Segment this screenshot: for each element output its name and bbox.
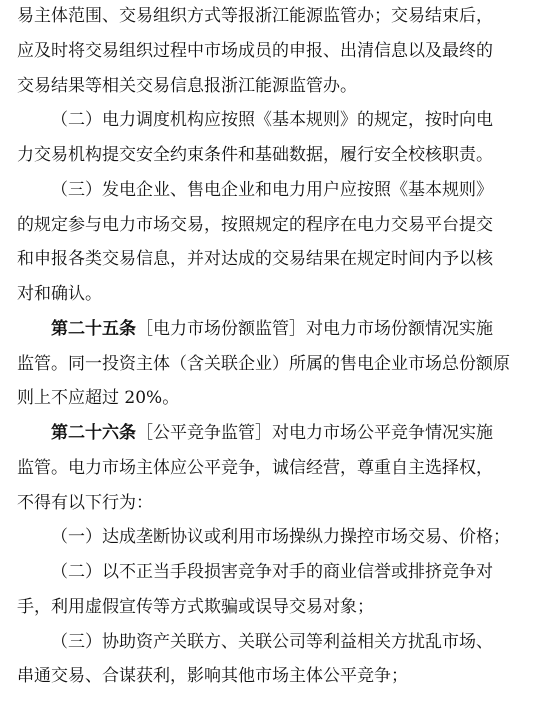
text-line: 对和确认。 <box>17 284 102 304</box>
text-line: 力交易机构提交安全约束条件和基础数据，履行安全校核职责。 <box>17 145 493 165</box>
article-25-intro: ［电力市场份额监管］对电力市场份额情况实施 <box>136 318 493 339</box>
text-line: （三）发电企业、售电企业和电力用户应按照《基本规则》 <box>51 179 493 200</box>
text-line: 交易结果等相关交易信息报浙江能源监管办。 <box>17 75 357 96</box>
text-line: 的规定参与电力市场交易，按照规定的程序在电力交易平台提交 <box>17 214 493 235</box>
article-26-heading: 第二十六条 <box>51 423 136 443</box>
text-line: 和申报各类交易信息，并对达成的交易结果在规定时间内予以核 <box>17 249 493 270</box>
text-line: 应及时将交易组织过程中市场成员的申报、出清信息以及最终的 <box>17 40 493 61</box>
text-line: 易主体范围、交易组织方式等报浙江能源监管办；交易结束后， <box>17 6 493 26</box>
text-line: （二）电力调度机构应按照《基本规则》的规定，按时向电 <box>51 110 493 131</box>
article-26-first-line <box>51 416 493 451</box>
text-line: 手，利用虚假宣传等方式欺骗或误导交易对象； <box>17 596 374 617</box>
list-item: （三）协助资产关联方、关联公司等利益相关方扰乱市场、 <box>51 631 493 652</box>
text-line: 不得有以下行为： <box>17 492 153 513</box>
text-line: 监管。电力市场主体应公平竞争，诚信经营，尊重自主选择权， <box>17 457 493 478</box>
text-line: 则上不应超过 20%。 <box>17 388 180 409</box>
text-line: 串通交易、合谋获利，影响其他市场主体公平竞争； <box>17 666 408 687</box>
list-item: （二）以不正当手段损害竞争对手的商业信誉或排挤竞争对 <box>51 562 493 582</box>
article-25-first-line <box>51 312 493 347</box>
list-item: （一）达成垄断协议或利用市场操纵力操控市场交易、价格； <box>51 527 510 548</box>
article-26-intro: ［公平竞争监管］对电力市场公平竞争情况实施 <box>136 423 493 443</box>
article-25-heading: 第二十五条 <box>51 318 136 339</box>
text-line: 监管。同一投资主体（含关联企业）所属的售电企业市场总份额原 <box>17 353 510 374</box>
